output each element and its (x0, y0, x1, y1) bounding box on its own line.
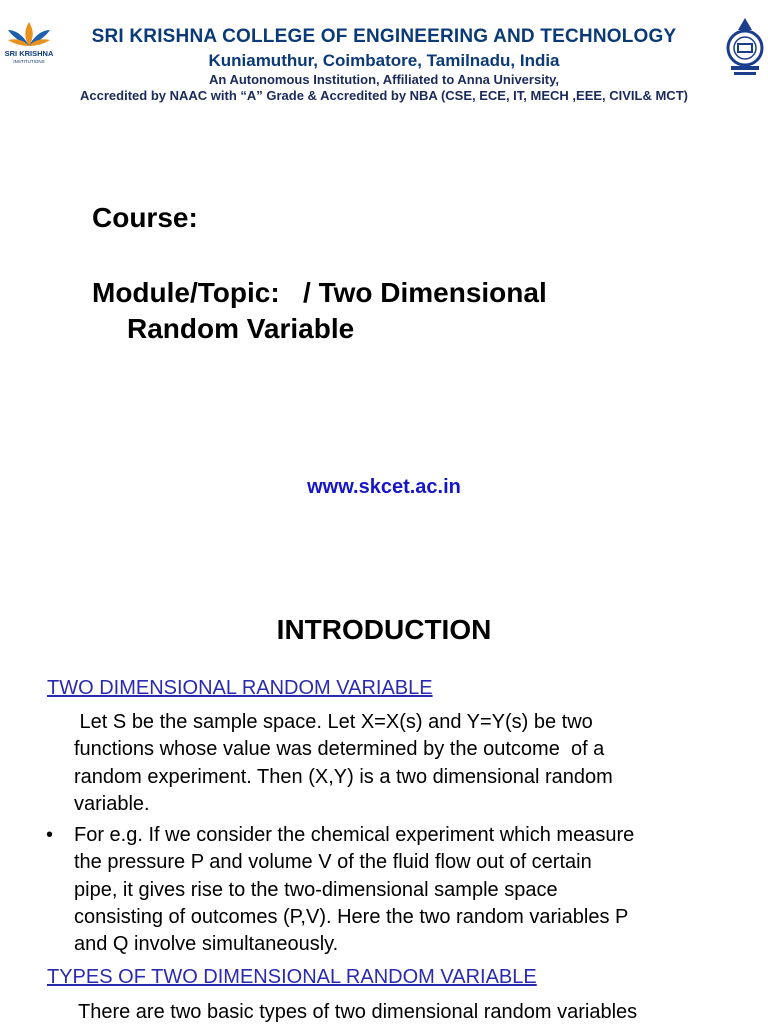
college-affiliation: An Autonomous Institution, Affiliated to Anna University, (208, 72, 560, 87)
course-label: Course: (92, 202, 198, 233)
introduction-heading: INTRODUCTION (276, 614, 492, 645)
two-dimensional-rv-heading[interactable]: TWO DIMENSIONAL RANDOM VARIABLE (47, 677, 433, 699)
paragraph-line: the pressure P and volume V of the fluid flow out of certain (74, 851, 592, 874)
paragraph-line: consisting of outcomes (P,V). Here the two random variables P (74, 905, 629, 928)
types-paragraph: There are two basic types of two dimensional random variables (78, 1001, 638, 1023)
paragraph-line: Let S be the sample space. Let X=X(s) and Y=Y(s) be two (74, 711, 593, 733)
paragraph-line: functions whose value was determined by the outcome of a (74, 738, 605, 761)
definition-paragraph (74, 709, 744, 818)
topic-line-2: Random Variable (127, 313, 355, 344)
paragraph-line: For e.g. If we consider the chemical experiment which measure (74, 824, 635, 846)
logo-left-text: SRI KRISHNA (4, 49, 54, 58)
college-location: Kuniamuthur, Coimbatore, Tamilnadu, India (208, 51, 560, 70)
college-accreditation: Accredited by NAAC with “A” Grade & Accredited by NBA (CSE, ECE, IT, MECH ,EEE, CIVIL& MCT) (80, 88, 688, 103)
example-paragraph (74, 822, 744, 958)
college-name: SRI KRISHNA COLLEGE OF ENGINEERING AND TECHNOLOGY (91, 26, 677, 47)
website-link[interactable]: www.skcet.ac.in (307, 476, 461, 498)
paragraph-line: pipe, it gives rise to the two-dimensional sample space (74, 878, 558, 901)
types-heading[interactable]: TYPES OF TWO DIMENSIONAL RANDOM VARIABLE (47, 966, 537, 988)
bullet-icon: • (46, 824, 54, 846)
logo-left-subtext: INSTITUTIONS (13, 59, 45, 64)
paragraph-line: variable. (74, 792, 150, 815)
paragraph-line: random experiment. Then (X,Y) is a two dimensional random (74, 765, 613, 788)
paragraph-line: and Q involve simultaneously. (74, 933, 339, 956)
topic-line-1: Module/Topic: / Two Dimensional (92, 277, 547, 308)
